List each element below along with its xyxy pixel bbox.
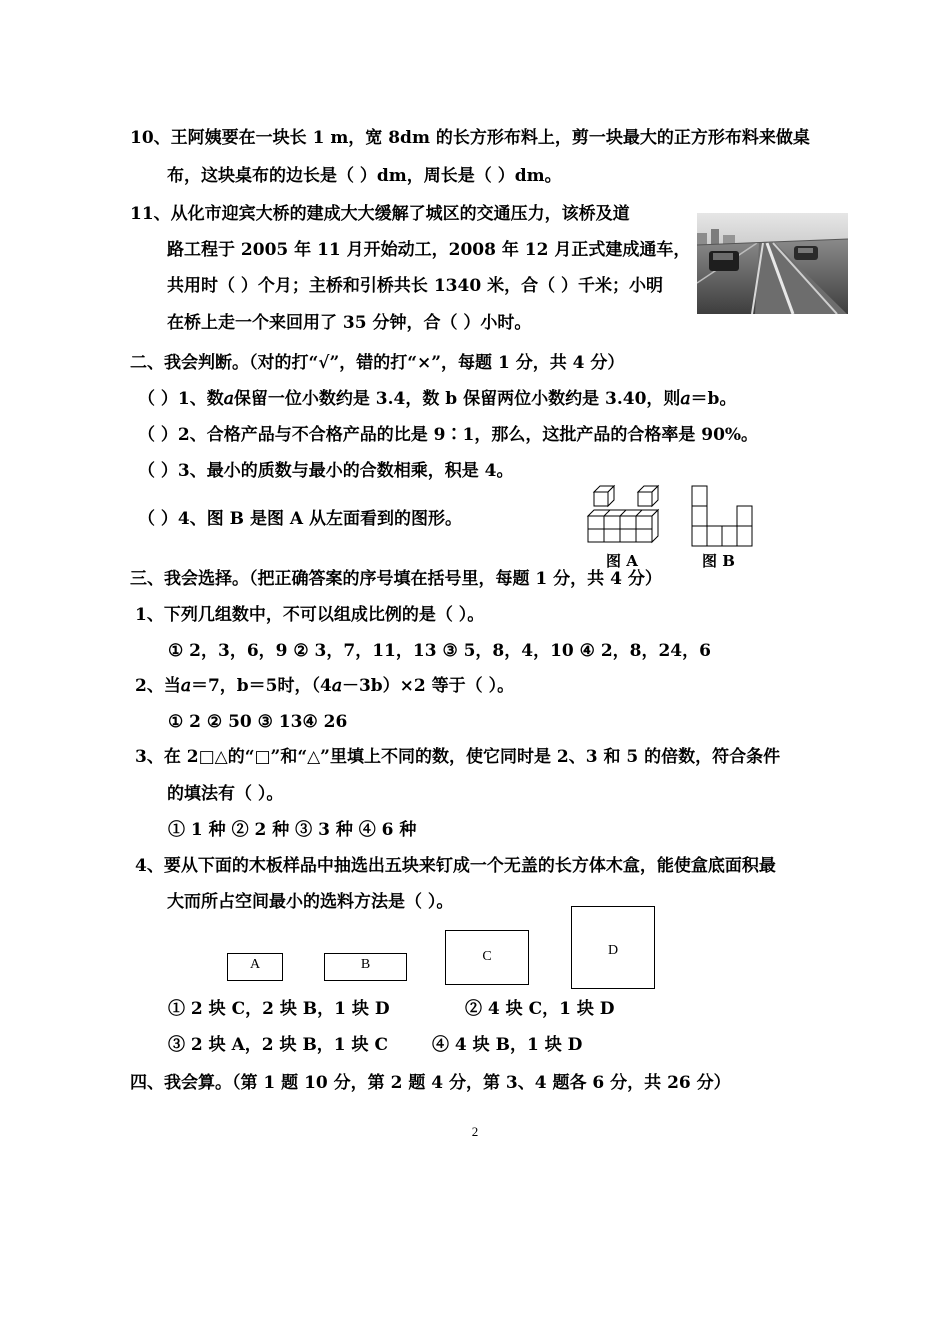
board-a-label: A <box>249 957 261 972</box>
choice-q4-option4: ④ 4 块 B，1 块 D <box>432 1035 583 1055</box>
q10-line1: 10、王阿姨要在一块长 1 m，宽 8dm 的长方形布料上，剪一块最大的正方形布料来做桌 <box>130 128 810 148</box>
choice-q4-line2: 大而所占空间最小的选料方法是（ ）。 <box>167 892 454 912</box>
choice-q4-option2: ② 4 块 C，1 块 D <box>465 999 615 1019</box>
judge-item-1: （ ）1、数𝑎保留一位小数约是 3.4，数 b 保留两位小数约是 3.40，则𝑎＝b。 <box>138 389 737 409</box>
board-d <box>571 906 655 989</box>
figure-a-label: 图 A <box>606 552 638 570</box>
judge-item-2: （ ）2、合格产品与不合格产品的比是 9∶1，那么，这批产品的合格率是 90%。 <box>138 425 759 445</box>
choice-q1: 1、下列几组数中，不可以组成比例的是（ ）。 <box>135 605 485 625</box>
q11-line2: 路工程于 2005 年 11 月开始动工，2008 年 12 月正式建成通车， <box>167 240 691 260</box>
board-d-label: D <box>607 943 619 958</box>
choice-q2-options: ① 2 ② 50 ③ 13④ 26 <box>168 712 348 732</box>
board-b-label: B <box>360 957 371 972</box>
q11-line1: 11、从化市迎宾大桥的建成大大缓解了城区的交通压力，该桥及道 <box>130 204 630 224</box>
choice-q4-line1: 4、要从下面的木板样品中抽选出五块来钉成一个无盖的长方体木盒，能使盒底面积最 <box>135 856 776 876</box>
q10-line2: 布，这块桌布的边长是（ ）dm，周长是（ ）dm。 <box>167 166 562 186</box>
choice-q3-line1: 3、在 2□△的“□”和“△”里填上不同的数，使它同时是 2、3 和 5 的倍数，符合条件 <box>135 747 781 767</box>
choice-q3-line2: 的填法有（ ）。 <box>167 784 284 804</box>
choice-q1-options: ① 2，3，6，9 ② 3，7，11，13 ③ 5，8，4，10 ④ 2，8，24，6 <box>168 641 711 661</box>
board-c-label: C <box>482 949 492 964</box>
section4-title: 四、我会算。（第 1 题 10 分，第 2 题 4 分，第 3、4 题各 6 分，共 26 分） <box>130 1073 731 1093</box>
page-number: 2 <box>471 1124 479 1139</box>
figure-a-cubes <box>584 484 664 546</box>
figure-b-label: 图 B <box>702 552 735 570</box>
judge-item-4: （ ）4、图 B 是图 A 从左面看到的图形。 <box>138 509 462 529</box>
choice-q2: 2、当𝑎＝7，b＝5时，（4𝑎－3b）×2 等于（ ）。 <box>135 676 515 696</box>
choice-q4-option1: ① 2 块 C，2 块 B，1 块 D <box>168 999 390 1019</box>
section2-title: 二、我会判断。（对的打“√”，错的打“×”，每题 1 分，共 4 分） <box>130 353 625 373</box>
choice-q3-options: ① 1 种 ② 2 种 ③ 3 种 ④ 6 种 <box>168 820 417 840</box>
board-c <box>445 930 529 985</box>
q11-line4: 在桥上走一个来回用了 35 分钟，合（ ）小时。 <box>167 313 532 333</box>
section3-title: 三、我会选择。（把正确答案的序号填在括号里，每题 1 分，共 4 分） <box>130 569 662 589</box>
judge-item-3: （ ）3、最小的质数与最小的合数相乘，积是 4。 <box>138 461 514 481</box>
board-b <box>324 953 407 981</box>
bridge-photo <box>697 213 848 314</box>
choice-q4-option3: ③ 2 块 A，2 块 B，1 块 C <box>168 1035 389 1055</box>
board-a <box>227 953 283 981</box>
figure-b-grid <box>691 485 755 547</box>
q11-line3: 共用时（ ）个月；主桥和引桥共长 1340 米，合（ ）千米；小明 <box>167 276 663 296</box>
